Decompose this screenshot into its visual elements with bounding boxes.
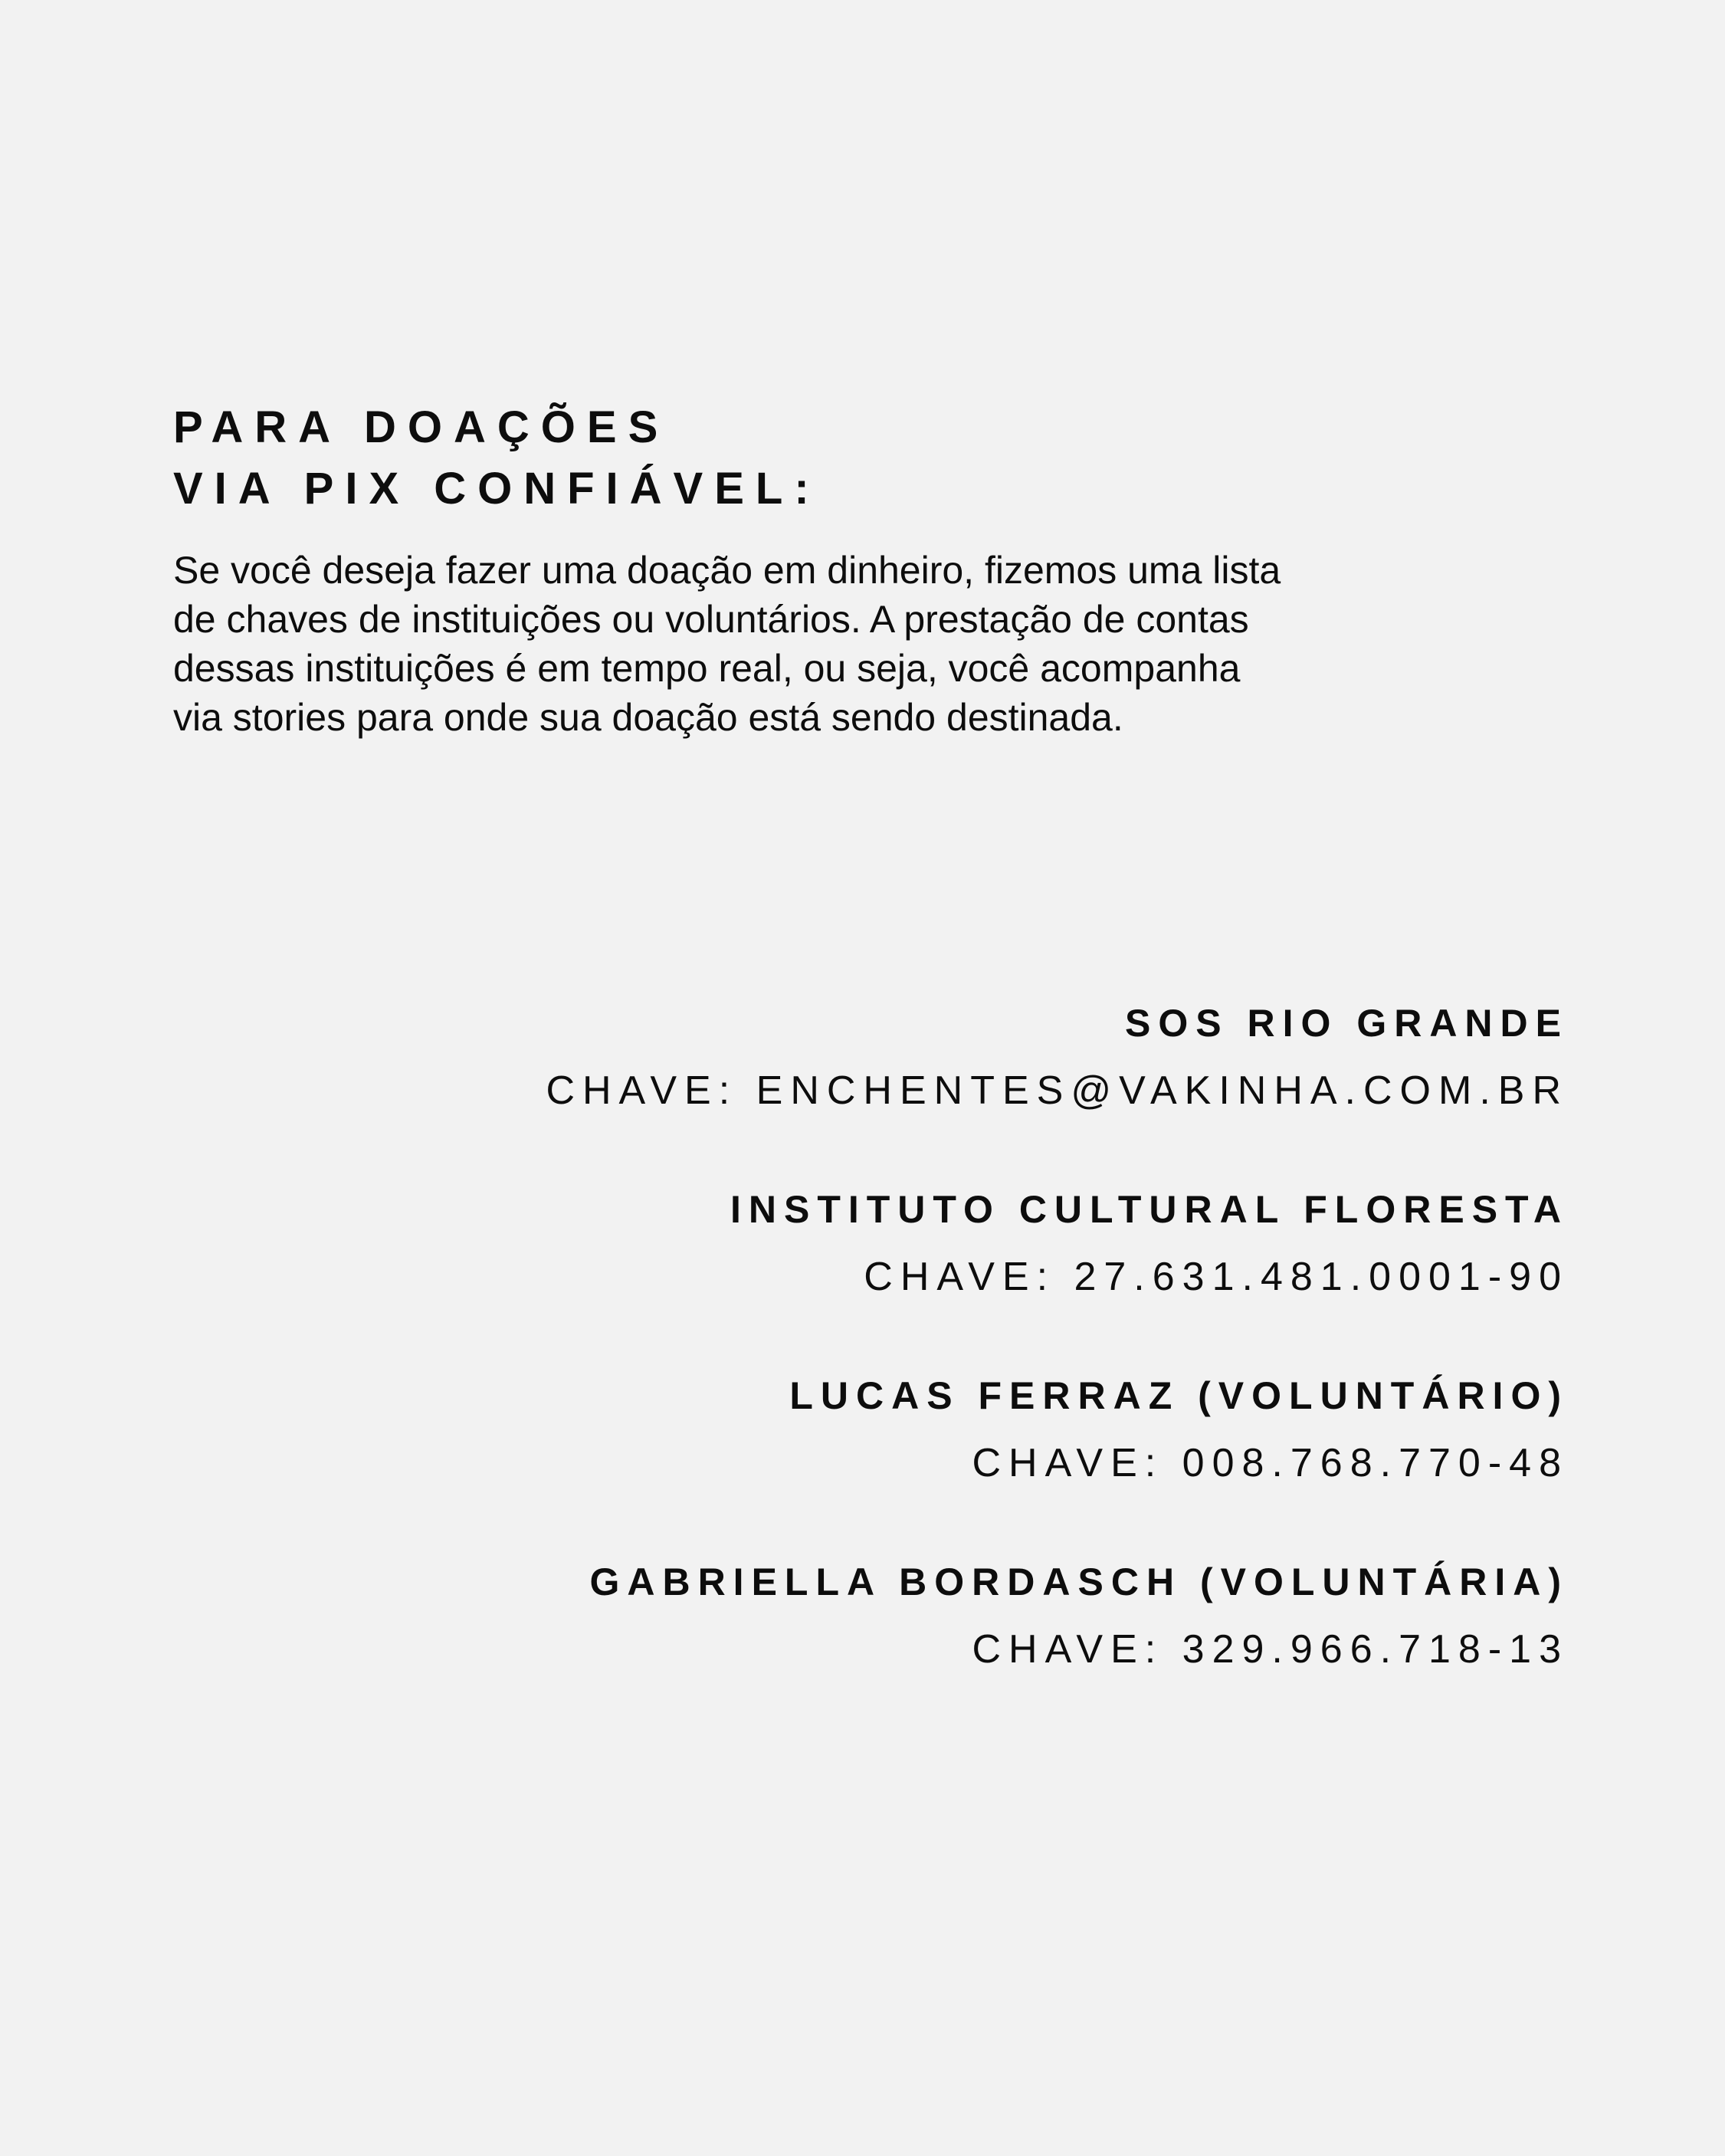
intro-line: via stories para onde sua doação está sendo destinada. bbox=[173, 696, 1123, 739]
page-title bbox=[173, 397, 821, 520]
pix-key: CHAVE: 008.768.770-48 bbox=[972, 1441, 1569, 1485]
intro-line: de chaves de instituições ou voluntários. A prestação de contas bbox=[173, 598, 1249, 641]
donation-name: SOS RIO GRANDE bbox=[1125, 1002, 1569, 1045]
page-title-line-2: VIA PIX CONFIÁVEL: bbox=[173, 464, 821, 514]
donation-item-gabriella-bordasch bbox=[546, 1559, 1569, 1672]
pix-key: CHAVE: 27.631.481.0001-90 bbox=[864, 1255, 1569, 1299]
donation-item-instituto-cultural-floresta bbox=[546, 1186, 1569, 1300]
donation-item-sos-rio-grande bbox=[546, 1000, 1569, 1114]
intro-line: Se você deseja fazer uma doação em dinheiro, fizemos uma lista bbox=[173, 549, 1281, 592]
page-title-line-1: PARA DOAÇÕES bbox=[173, 402, 670, 452]
donation-name: GABRIELLA BORDASCH (VOLUNTÁRIA) bbox=[589, 1560, 1569, 1603]
pix-key: CHAVE: ENCHENTES@VAKINHA.COM.BR bbox=[546, 1068, 1569, 1113]
donation-name: LUCAS FERRAZ (VOLUNTÁRIO) bbox=[789, 1374, 1569, 1417]
intro-line: dessas instituições é em tempo real, ou seja, você acompanha bbox=[173, 647, 1241, 690]
donation-list bbox=[546, 1000, 1569, 1745]
pix-key: CHAVE: 329.966.718-13 bbox=[972, 1627, 1569, 1672]
donation-name: INSTITUTO CULTURAL FLORESTA bbox=[730, 1188, 1569, 1231]
intro-paragraph bbox=[173, 546, 1553, 742]
donation-item-lucas-ferraz bbox=[546, 1373, 1569, 1486]
